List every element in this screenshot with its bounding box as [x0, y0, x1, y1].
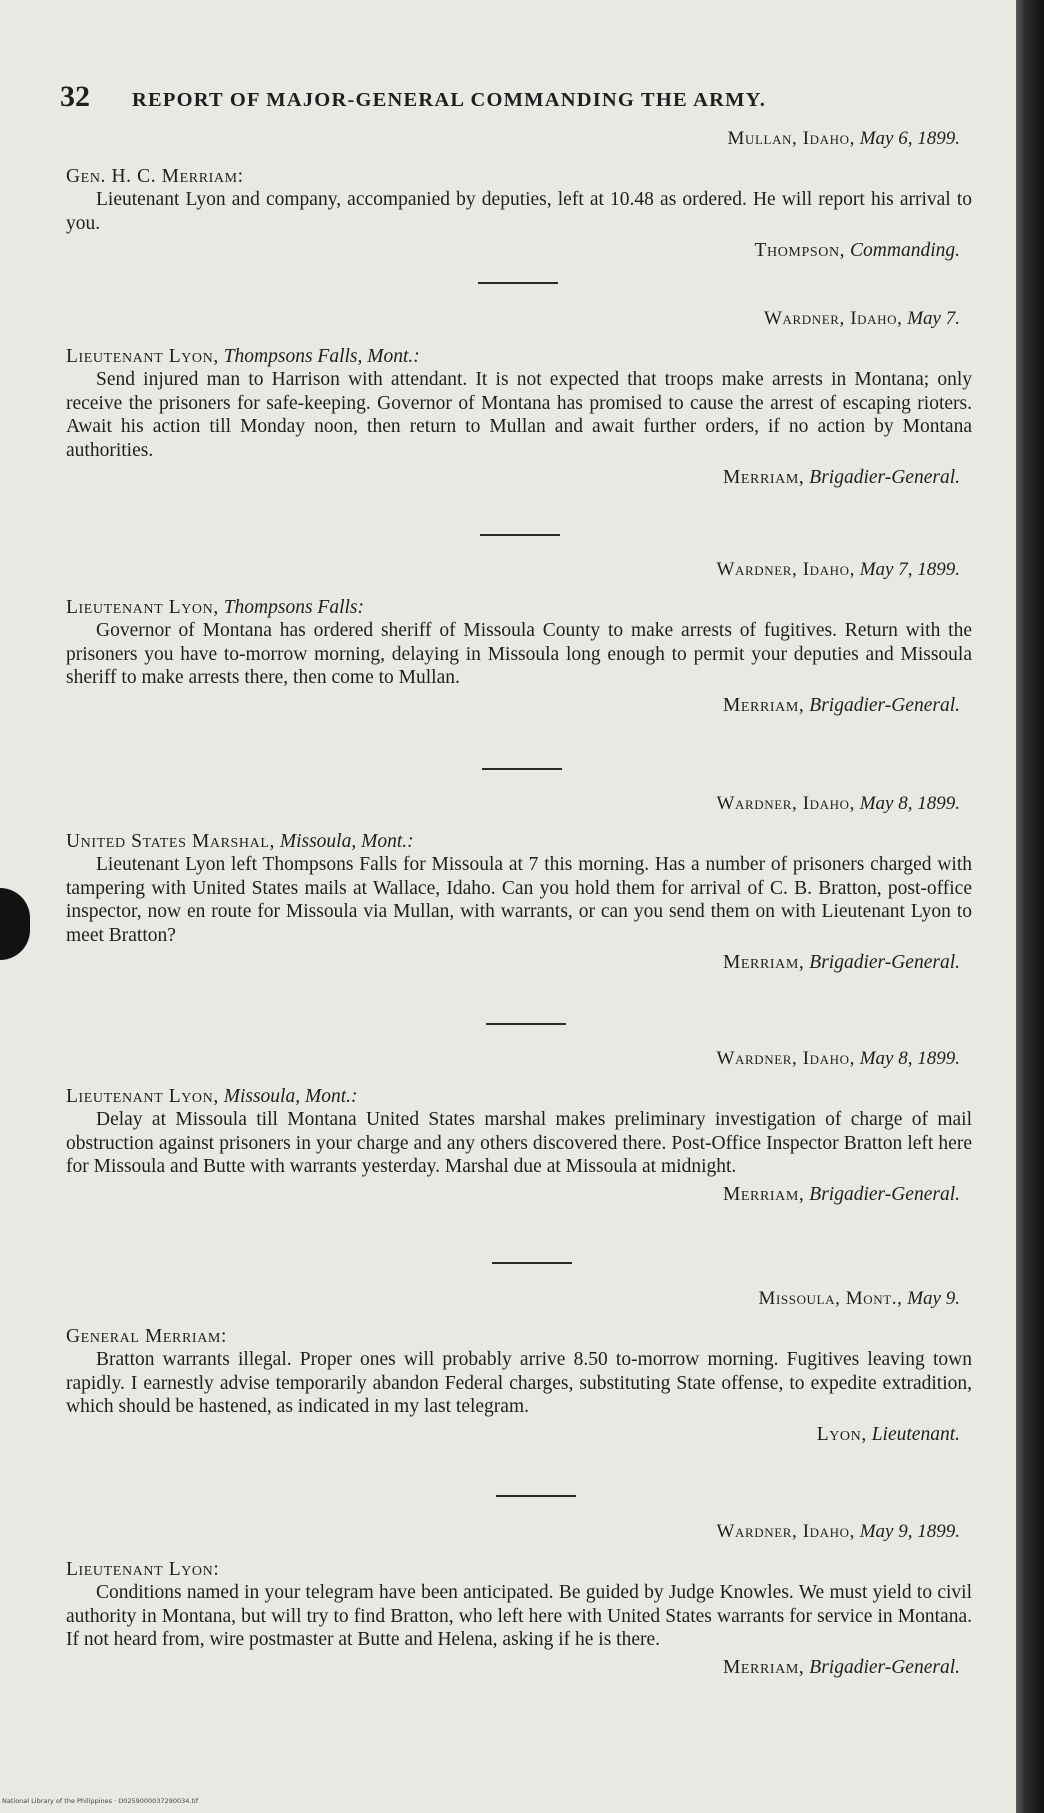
page-header: [60, 80, 900, 114]
telegram-message: [66, 792, 972, 975]
signature-title: Commanding.: [850, 240, 960, 261]
signature: [66, 1423, 972, 1447]
addressee-name: United States Marshal,: [66, 830, 275, 852]
telegram-message: [66, 127, 972, 263]
addressee: [66, 1085, 972, 1109]
dateline-date: May 6, 1899.: [859, 128, 960, 149]
message-body: Lieutenant Lyon and company, accompanied by deputies, left at 10.48 as ordered. He will report his arrival to you.: [66, 189, 972, 234]
running-title: REPORT OF MAJOR-GENERAL COMMANDING THE ARMY.: [132, 89, 767, 111]
addressee-location: Missoula, Mont.:: [223, 1085, 358, 1107]
addressee-name: Lieutenant Lyon,: [66, 596, 219, 618]
addressee-name: Lieutenant Lyon:: [66, 1558, 220, 1580]
book-binding-edge: [1016, 0, 1044, 1813]
message-body: Bratton warrants illegal. Proper ones will probably arrive 8.50 to-morrow morning. Fugitives leaving town rapidly. I earnestly advise temporarily abandon Federal charges, substituting State offense, to expedite extradition, which should be hastened, as indicated in my last telegram.: [66, 1349, 972, 1417]
dateline-place: Missoula, Mont.,: [758, 1288, 903, 1309]
addressee-name: Gen. H. C. Merriam:: [66, 165, 244, 187]
telegram-message: [66, 558, 972, 717]
message-body: Governor of Montana has ordered sheriff of Missoula County to make arrests of fugitives. Return with the prisoners you have to-morrow morning, delaying in Missoula long enough to permit your deputies and Missoula sheriff to make arrests there, then come to Mullan.: [66, 620, 972, 688]
message-body: Conditions named in your telegram have been anticipated. Be guided by Judge Knowles. We must yield to civil authority in Montana, but will try to find Bratton, who left here with United States warrants for service in Montana. If not heard from, wire postmaster at Butte and Helena, asking if he is there.: [66, 1582, 972, 1650]
message-body: Lieutenant Lyon left Thompsons Falls for Missoula at 7 this morning. Has a number of prisoners charged with tampering with United States mails at Wallace, Idaho. Can you hold them for arrival of C. B. Bratton, post-office inspector, now en route for Missoula via Mullan, with warrants, or can you send them on with Lieutenant Lyon to meet Bratton?: [66, 854, 972, 946]
telegram-message: [66, 307, 972, 490]
addressee-name: General Merriam:: [66, 1325, 227, 1347]
addressee: [66, 830, 972, 854]
addressee: [66, 1558, 972, 1582]
signature-name: Lyon,: [816, 1423, 867, 1445]
dateline-place: Wardner, Idaho,: [716, 793, 855, 814]
telegram-message: [66, 1047, 972, 1206]
section-rule: [496, 1495, 576, 1497]
dateline-date: May 9, 1899.: [859, 1521, 960, 1542]
telegram-message: [66, 1287, 972, 1446]
dateline: [66, 1520, 972, 1544]
section-rule: [478, 282, 558, 284]
signature-name: Merriam,: [722, 467, 805, 488]
signature-name: Merriam,: [722, 1656, 805, 1678]
dateline-place: Wardner, Idaho,: [716, 559, 855, 580]
scanner-thumb-shadow: [0, 888, 30, 960]
addressee: [66, 345, 972, 369]
signature-name: Merriam,: [722, 952, 805, 973]
signature-title: Brigadier-General.: [809, 1656, 960, 1678]
addressee: [66, 1325, 972, 1349]
addressee: [66, 596, 972, 620]
signature: [66, 951, 972, 975]
dateline: [66, 1047, 972, 1071]
signature: [66, 466, 972, 490]
section-rule: [486, 1023, 566, 1025]
addressee-location: Missoula, Mont.:: [279, 830, 414, 852]
signature-title: Lieutenant.: [871, 1423, 960, 1445]
addressee-location: Thompsons Falls, Mont.:: [223, 345, 420, 367]
dateline-date: May 9.: [907, 1288, 960, 1309]
section-rule: [492, 1262, 572, 1264]
signature-title: Brigadier-General.: [809, 694, 960, 716]
dateline-date: May 7.: [907, 308, 960, 329]
addressee-location: Thompsons Falls:: [223, 596, 365, 618]
dateline-place: Mullan, Idaho,: [727, 128, 855, 149]
dateline: [66, 127, 972, 151]
signature: [66, 1183, 972, 1207]
dateline: [66, 792, 972, 816]
signature-name: Merriam,: [722, 694, 805, 716]
addressee-name: Lieutenant Lyon,: [66, 1085, 219, 1107]
signature-title: Brigadier-General.: [809, 467, 960, 488]
dateline-place: Wardner, Idaho,: [763, 308, 903, 329]
signature-title: Brigadier-General.: [809, 952, 960, 973]
dateline-date: May 8, 1899.: [859, 793, 960, 814]
message-body: Send injured man to Harrison with attendant. It is not expected that troops make arrests in Montana; only receive the prisoners for safe-keeping. Governor of Montana has promised to cause the arrest of escaping rioters. Await his action till Monday noon, then return to Mullan and await further orders, if no action by Montana authorities.: [66, 369, 972, 461]
dateline-date: May 8, 1899.: [859, 1048, 960, 1069]
signature: [66, 239, 972, 263]
dateline-place: Wardner, Idaho,: [716, 1521, 855, 1542]
signature-name: Merriam,: [722, 1183, 805, 1205]
signature-name: Thompson,: [754, 240, 846, 261]
dateline-place: Wardner, Idaho,: [716, 1048, 855, 1069]
telegram-message: [66, 1520, 972, 1679]
signature: [66, 694, 972, 718]
scan-credit: National Library of the Philippines · D0259000037290034.tif: [2, 1797, 199, 1805]
dateline: [66, 558, 972, 582]
addressee: [66, 165, 972, 189]
section-rule: [480, 534, 560, 536]
page-number: 32: [60, 80, 90, 113]
signature: [66, 1656, 972, 1680]
dateline-date: May 7, 1899.: [859, 559, 960, 580]
dateline: [66, 307, 972, 331]
addressee-name: Lieutenant Lyon,: [66, 345, 219, 367]
signature-title: Brigadier-General.: [809, 1183, 960, 1205]
dateline: [66, 1287, 972, 1311]
section-rule: [482, 768, 562, 770]
message-body: Delay at Missoula till Montana United States marshal makes preliminary investigation of charge of mail obstruction against prisoners in your charge and any others discovered there. Post-Office Inspector Bratton left here for Missoula and Butte with warrants yesterday. Marshal due at Missoula at midnight.: [66, 1109, 972, 1177]
